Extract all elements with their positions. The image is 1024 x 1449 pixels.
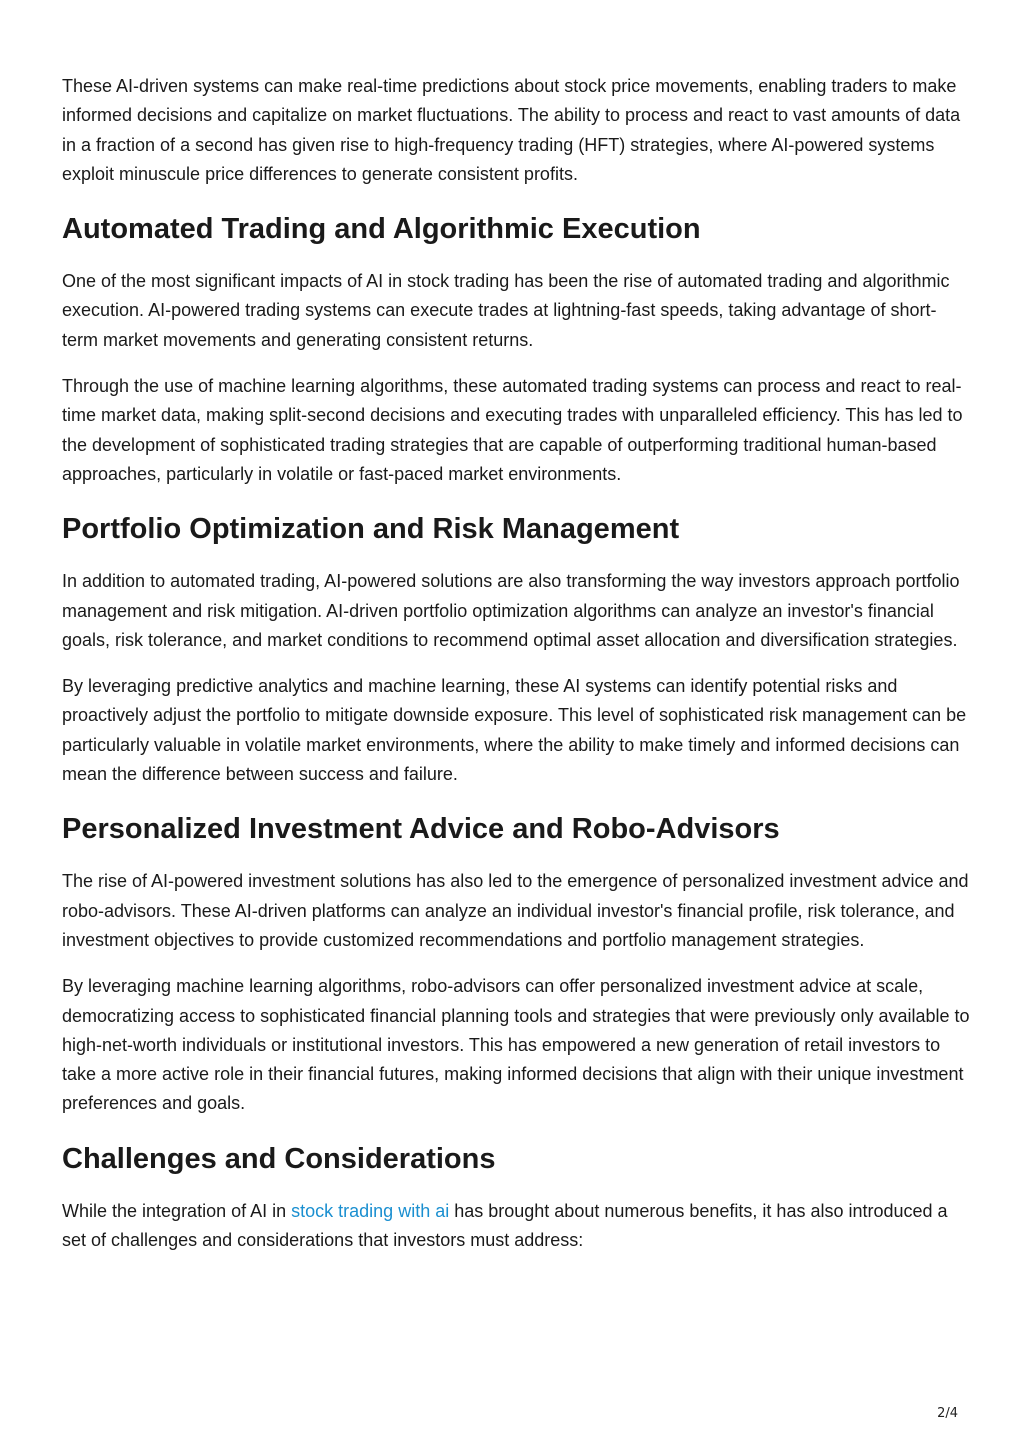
personalized-paragraph-1: The rise of AI-powered investment solutions has also led to the emergence of personalized investment advice and robo-advisors. These AI-driven platforms can analyze an individual investor's financial profile, risk tolerance, and investment objectives to provide customized recommendations and portfolio management strategies. xyxy=(62,871,969,950)
personalized-paragraph-2: By leveraging machine learning algorithms, robo-advisors can offer personalized investment advice at scale, democratizing access to sophisticated financial planning tools and strategies that were previously only available to high-net-worth individuals or institutional investors. This has empowered a new generation of retail investors to take a more active role in their financial futures, making informed decisions that align with their unique investment preferences and goals. xyxy=(62,976,970,1114)
portfolio-paragraph-2: By leveraging predictive analytics and machine learning, these AI systems can identify potential risks and proactively adjust the portfolio to mitigate downside exposure. This level of sophisticated risk management can be particularly valuable in volatile market environments, where the ability to make timely and informed decisions can mean the difference between success and failure. xyxy=(62,676,967,785)
portfolio-paragraph-1: In addition to automated trading, AI-powered solutions are also transforming the way investors approach portfolio management and risk mitigation. AI-driven portfolio optimization algorithms can analyze an investor's financial goals, risk tolerance, and market conditions to recommend optimal asset allocation and diversification strategies. xyxy=(62,571,960,650)
stock-trading-link[interactable]: stock trading with ai xyxy=(291,1200,450,1221)
page-number: 2/4 xyxy=(937,1406,958,1421)
document-page xyxy=(62,72,972,1272)
challenges-text-after-link: has brought about numerous benefits, it has also introduced a set of challenges and considerations that investors must address: xyxy=(62,1200,948,1251)
automated-paragraph-2: Through the use of machine learning algorithms, these automated trading systems can process and react to real-time market data, making split-second decisions and executing trades with unparalleled efficiency. This has led to the development of sophisticated trading strategies that are capable of outperforming traditional human-based approaches, particularly in volatile or fast-paced market environments. xyxy=(62,376,963,484)
heading-personalized-advice: Personalized Investment Advice and Robo-Advisors xyxy=(62,813,780,846)
challenges-text-before-link: While the integration of AI in xyxy=(62,1200,292,1221)
automated-paragraph-1: One of the most significant impacts of AI in stock trading has been the rise of automated trading and algorithmic execution. AI-powered trading systems can execute trades at lightning-fast speeds, taking advantage of short-term market movements and generating consistent returns. xyxy=(62,271,950,350)
challenges-paragraph-1 xyxy=(62,1197,972,1256)
heading-challenges: Challenges and Considerations xyxy=(62,1142,496,1175)
heading-portfolio-optimization: Portfolio Optimization and Risk Management xyxy=(62,513,680,546)
intro-paragraph: These AI-driven systems can make real-time predictions about stock price movements, enabling traders to make informed decisions and capitalize on market fluctuations. The ability to process and react to vast amounts of data in a fraction of a second has given rise to high-frequency trading (HFT) strategies, where AI-powered systems exploit minuscule price differences to generate consistent profits. xyxy=(62,76,961,184)
heading-automated-trading: Automated Trading and Algorithmic Execution xyxy=(62,213,701,246)
